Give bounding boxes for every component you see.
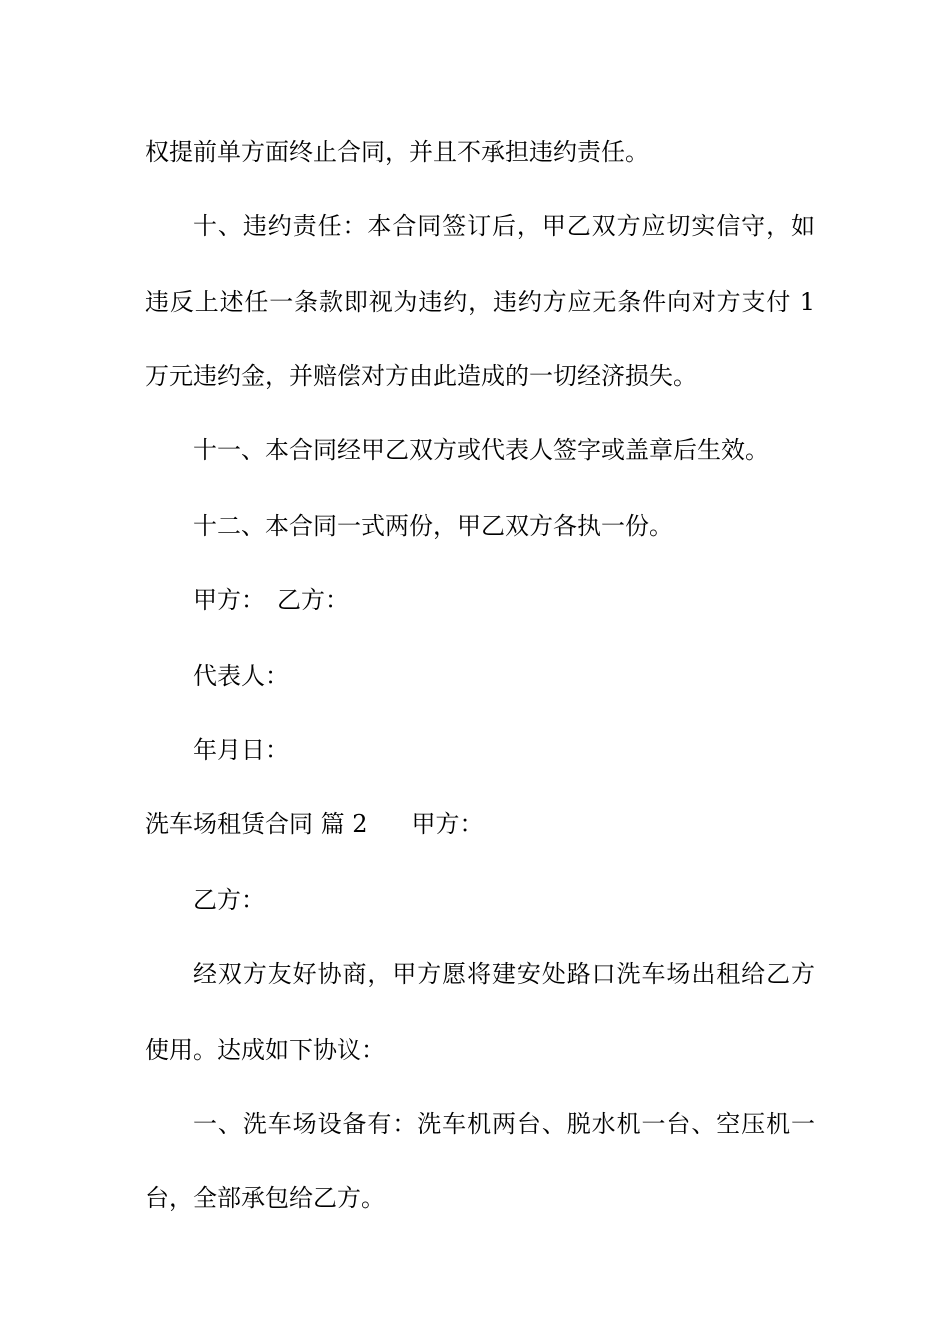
section-title: 洗车场租赁合同 篇 2 [145,810,368,838]
party-a-label: 甲方： [411,810,484,838]
signature-parties: 甲方： 乙方： [193,586,349,614]
clause-10-line-3: 万元违约金，并赔偿对方由此造成的一切经济损失。 [145,362,697,390]
signature-date: 年月日： [193,736,289,764]
clause-10-line-2: 违反上述任一条款即视为违约，违约方应无条件向对方支付 1 [145,288,815,316]
agreement-line-2: 使用。达成如下协议： [145,1036,385,1064]
clause-12: 十二、本合同一式两份，甲乙双方各执一份。 [193,512,673,540]
paragraph-line: 权提前单方面终止合同，并且不承担违约责任。 [145,138,649,166]
section-heading [145,808,815,840]
clause-1-line-2: 台，全部承包给乙方。 [145,1184,385,1212]
clause-10-line-1: 十、违约责任：本合同签订后，甲乙双方应切实信守，如 [193,212,815,240]
clause-11: 十一、本合同经甲乙双方或代表人签字或盖章后生效。 [193,436,769,464]
party-b-label: 乙方： [193,886,265,914]
clause-1-line-1: 一、洗车场设备有：洗车机两台、脱水机一台、空压机一 [193,1110,815,1138]
signature-representative: 代表人： [193,662,289,690]
agreement-line-1: 经双方友好协商，甲方愿将建安处路口洗车场出租给乙方 [193,960,815,988]
